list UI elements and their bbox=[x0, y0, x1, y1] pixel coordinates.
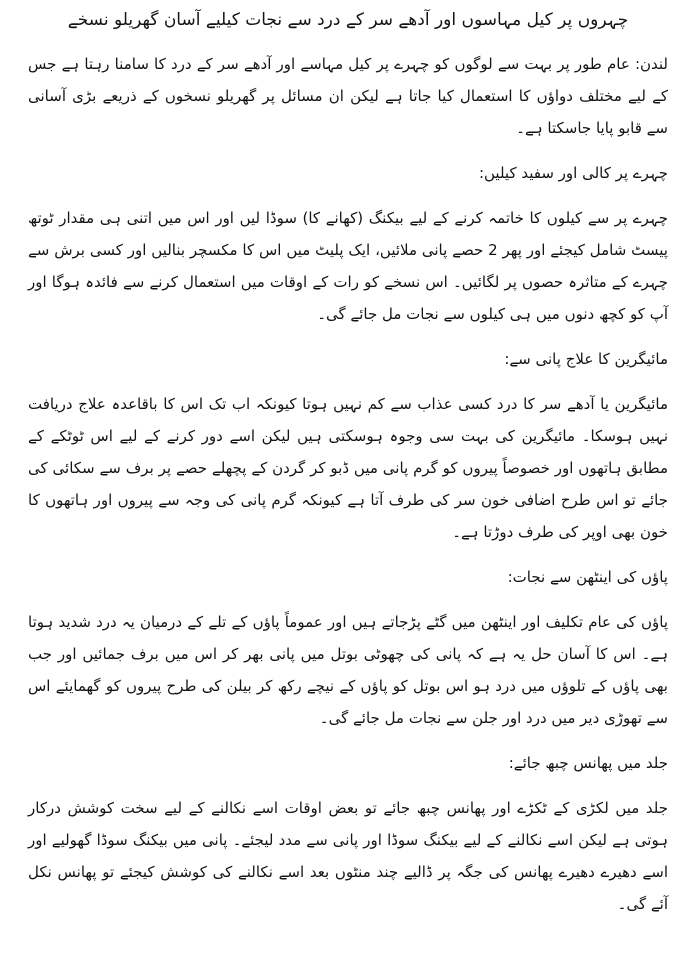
section-heading-blackheads: چہرے پر کالی اور سفید کیلیں: bbox=[478, 164, 668, 182]
article-intro: لندن: عام طور پر بہت سے لوگوں کو چہرے پر کیل مہاسے اور آدھے سر کے درد کا سامنا رہتا ہے جس کے لیے مختلف دواؤں کا استعمال کیا جاتا ہے لیکن ان مسائل پر گھریلو نسخوں کے ذریعے بڑی آسانی سے قابو پایا جاسکتا ہے۔ bbox=[28, 55, 668, 137]
section-body-foot-cramp: پاؤں کی عام تکلیف اور اینٹھن میں گٹے پڑجاتے ہیں اور عموماً پاؤں کے تلے کے درمیان یہ درد شدید ہوتا ہے۔ اس کا آسان حل یہ ہے کہ پانی کی چھوٹی بوتل میں پانی بھر کر اس میں برف جمائیں اور جب بھی پاؤں کے تلوؤں میں درد ہو اس بوتل کو پاؤں کے نیچے رکھ کر بیلن کی طرح پیروں کو گھمایئے اس سے تھوڑی دیر میں درد اور جلن سے نجات مل جائے گی۔ bbox=[28, 613, 668, 727]
section-body-migraine: مائیگرین یا آدھے سر کا درد کسی عذاب سے کم نہیں ہوتا کیونکہ اب تک اس کا باقاعدہ علاج دریافت نہیں ہوسکا۔ مائیگرین کی بہت سی وجوہ ہوسکتی ہیں لیکن اسے دور کرنے کے لیے اس ٹوٹکے کے مطابق ہاتھوں اور خصوصاً پیروں کو گرم پانی میں ڈبو کر گردن کے پچھلے حصے پر برف سے سکائی کی جائے تو اس طرح اضافی خون سر کی طرف آتا ہے کیونکہ گرم پانی کی وجہ سے پیروں اور ہاتھوں کا خون بھی اوپر کی طرف دوڑتا ہے۔ bbox=[28, 395, 668, 541]
section-heading-foot-cramp: پاؤں کی اینٹھن سے نجات: bbox=[507, 568, 668, 586]
section-body-blackheads: چہرے پر سے کیلوں کا خاتمہ کرنے کے لیے بیکنگ (کھانے کا) سوڈا لیں اور اس میں اتنی ہی مقدار ٹوتھ پیسٹ شامل کیجئے اور پھر 2 حصے پانی ملائیں، ایک پلیٹ میں اس کا مکسچر بنالیں اور کسی برش سے چہرے کے متاثرہ حصوں پر لگائیں۔ اس نسخے کو رات کے اوقات میں استعمال کرنے سے فائدہ ہوگا اور آپ کو کچھ دنوں میں ہی کیلوں سے نجات مل جائے گی۔ bbox=[28, 209, 668, 323]
section-heading-migraine: مائیگرین کا علاج پانی سے: bbox=[504, 350, 668, 368]
section-body-splinter: جلد میں لکڑی کے ٹکڑے اور پھانس چبھ جائے تو بعض اوقات اسے نکالنے کے لیے سخت کوشش درکار ہوتی ہے لیکن اسے نکالنے کے لیے بیکنگ سوڈا اور پانی سے مدد لیجئے۔ پانی میں بیکنگ سوڈا گھولیے اور اسے دھیرے دھیرے پھانس کی جگہ پر ڈالیے چند منٹوں بعد اسے نکالنے کی کوشش کیجئے تو پھانس نکل آئے گی۔ bbox=[28, 799, 668, 913]
section-heading-splinter: جلد میں پھانس چبھ جائے: bbox=[508, 754, 668, 772]
article-title: چہروں پر کیل مہاسوں اور آدھے سر کے درد سے نجات کیلیے آسان گھریلو نسخے bbox=[67, 10, 629, 30]
